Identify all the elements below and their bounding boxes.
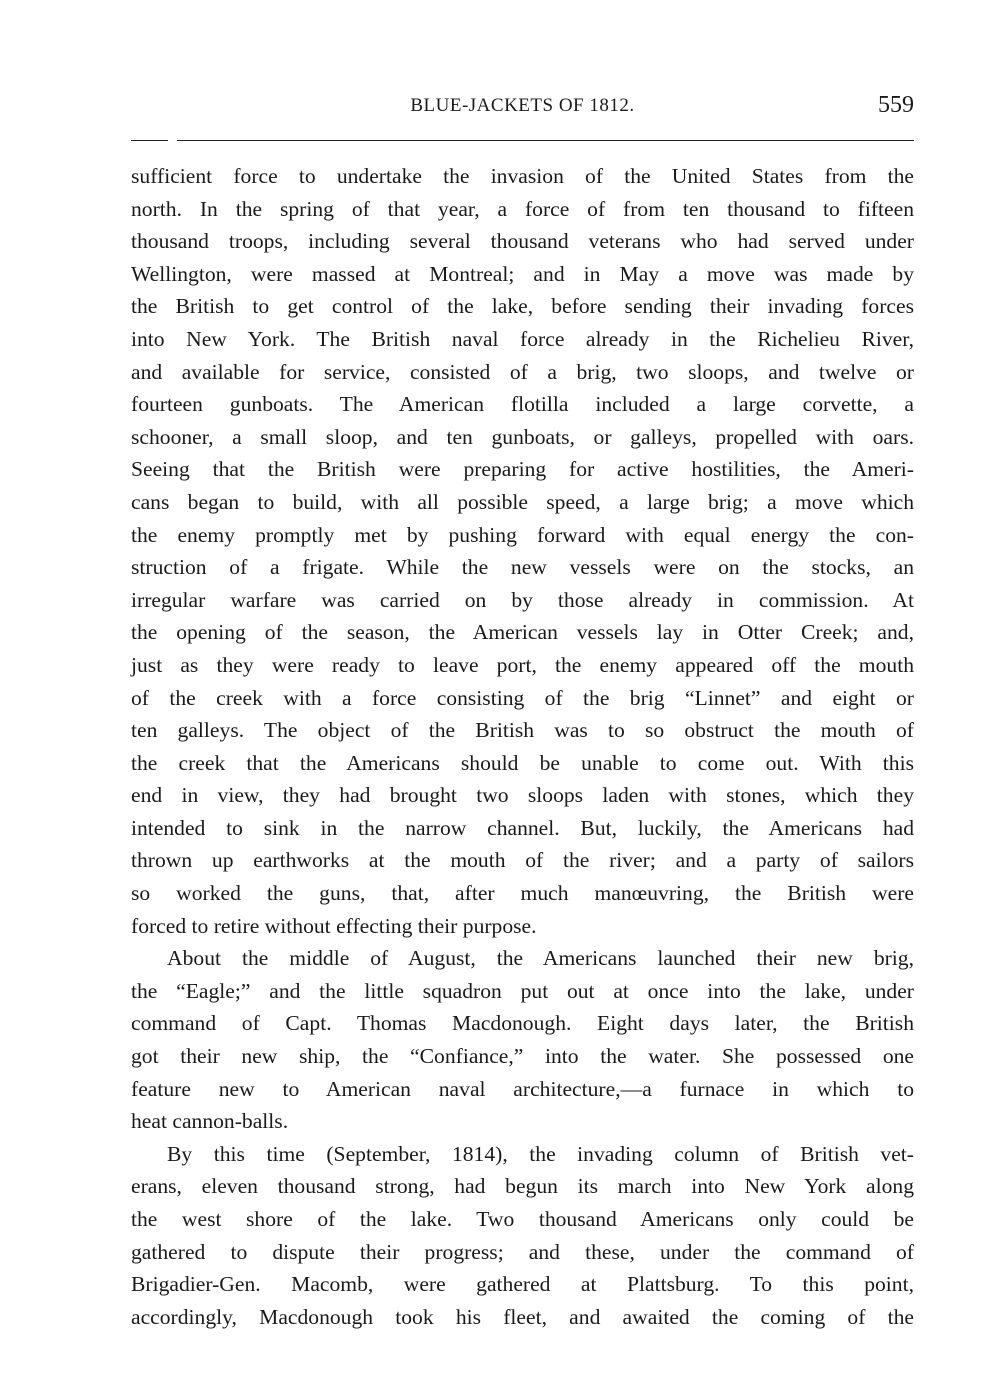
paragraph-1: [131, 160, 914, 942]
text-line: Wellington, were massed at Montreal; and in May a move was made by: [131, 261, 914, 286]
text-line: end in view, they had brought two sloops laden with stones, which they: [131, 783, 914, 808]
text-line: the opening of the season, the American vessels lay in Otter Creek; and,: [131, 620, 914, 645]
text-line: thousand troops, including several thousand veterans who had served under: [131, 229, 914, 254]
text-line: sufficient force to undertake the invasion of the United States from the: [131, 164, 914, 188]
text-line: the “Eagle;” and the little squadron put out at once into the lake, under: [131, 978, 914, 1003]
text-line: the enemy promptly met by pushing forward with equal energy the con-: [131, 522, 914, 547]
text-line: north. In the spring of that year, a force of from ten thousand to fifteen: [131, 196, 914, 221]
text-line: intended to sink in the narrow channel. But, luckily, the Americans had: [131, 815, 914, 840]
text-line: command of Capt. Thomas Macdonough. Eight days later, the British: [131, 1011, 914, 1036]
paragraph-3: [131, 1138, 914, 1334]
text-line: struction of a frigate. While the new vessels were on the stocks, an: [131, 555, 914, 580]
text-line: so worked the guns, that, after much manœuvring, the British were: [131, 881, 914, 906]
text-line: About the middle of August, the Americans launched their new brig,: [167, 946, 914, 971]
text-line: Brigadier-Gen. Macomb, were gathered at Plattsburg. To this point,: [131, 1272, 914, 1297]
text-line: irregular warfare was carried on by those already in commission. At: [131, 587, 914, 612]
text-line: heat cannon-balls.: [131, 1109, 289, 1134]
header-rule: [131, 140, 914, 141]
text-line: gathered to dispute their progress; and these, under the command of: [131, 1239, 914, 1264]
body-text: [131, 160, 914, 1333]
paragraph-2: [131, 942, 914, 1138]
text-line: By this time (September, 1814), the invading column of British vet-: [167, 1141, 914, 1166]
text-line: the British to get control of the lake, before sending their invading forces: [131, 294, 914, 319]
text-line: the west shore of the lake. Two thousand Americans only could be: [131, 1207, 914, 1231]
text-line: schooner, a small sloop, and ten gunboats, or galleys, propelled with oars.: [131, 424, 914, 449]
text-line: cans began to build, with all possible speed, a large brig; a move which: [131, 489, 914, 514]
text-line: Seeing that the British were preparing for active hostilities, the Ameri-: [131, 457, 914, 482]
running-title: BLUE-JACKETS OF 1812.: [410, 95, 635, 116]
text-line: just as they were ready to leave port, the enemy appeared off the mouth: [131, 652, 914, 677]
text-line: forced to retire without effecting their purpose.: [131, 913, 537, 938]
text-line: of the creek with a force consisting of the brig “Linnet” and eight or: [131, 685, 914, 710]
text-line: the creek that the Americans should be unable to come out. With this: [131, 750, 914, 775]
text-line: and available for service, consisted of a brig, two sloops, and twelve or: [131, 359, 914, 384]
text-line: feature new to American naval architecture,—a furnace in which to: [131, 1076, 914, 1101]
text-line: erans, eleven thousand strong, had begun its march into New York along: [131, 1174, 914, 1199]
running-head: [131, 92, 914, 125]
text-line: accordingly, Macdonough took his fleet, and awaited the coming of the: [131, 1304, 914, 1329]
text-line: fourteen gunboats. The American flotilla included a large corvette, a: [131, 392, 914, 417]
text-line: into New York. The British naval force already in the Richelieu River,: [131, 326, 914, 351]
page-number: 559: [878, 92, 914, 118]
text-line: thrown up earthworks at the mouth of the river; and a party of sailors: [131, 848, 914, 873]
rule-gap: [168, 139, 177, 143]
text-line: ten galleys. The object of the British was to so obstruct the mouth of: [131, 718, 914, 743]
text-line: got their new ship, the “Confiance,” into the water. She possessed one: [131, 1044, 914, 1069]
